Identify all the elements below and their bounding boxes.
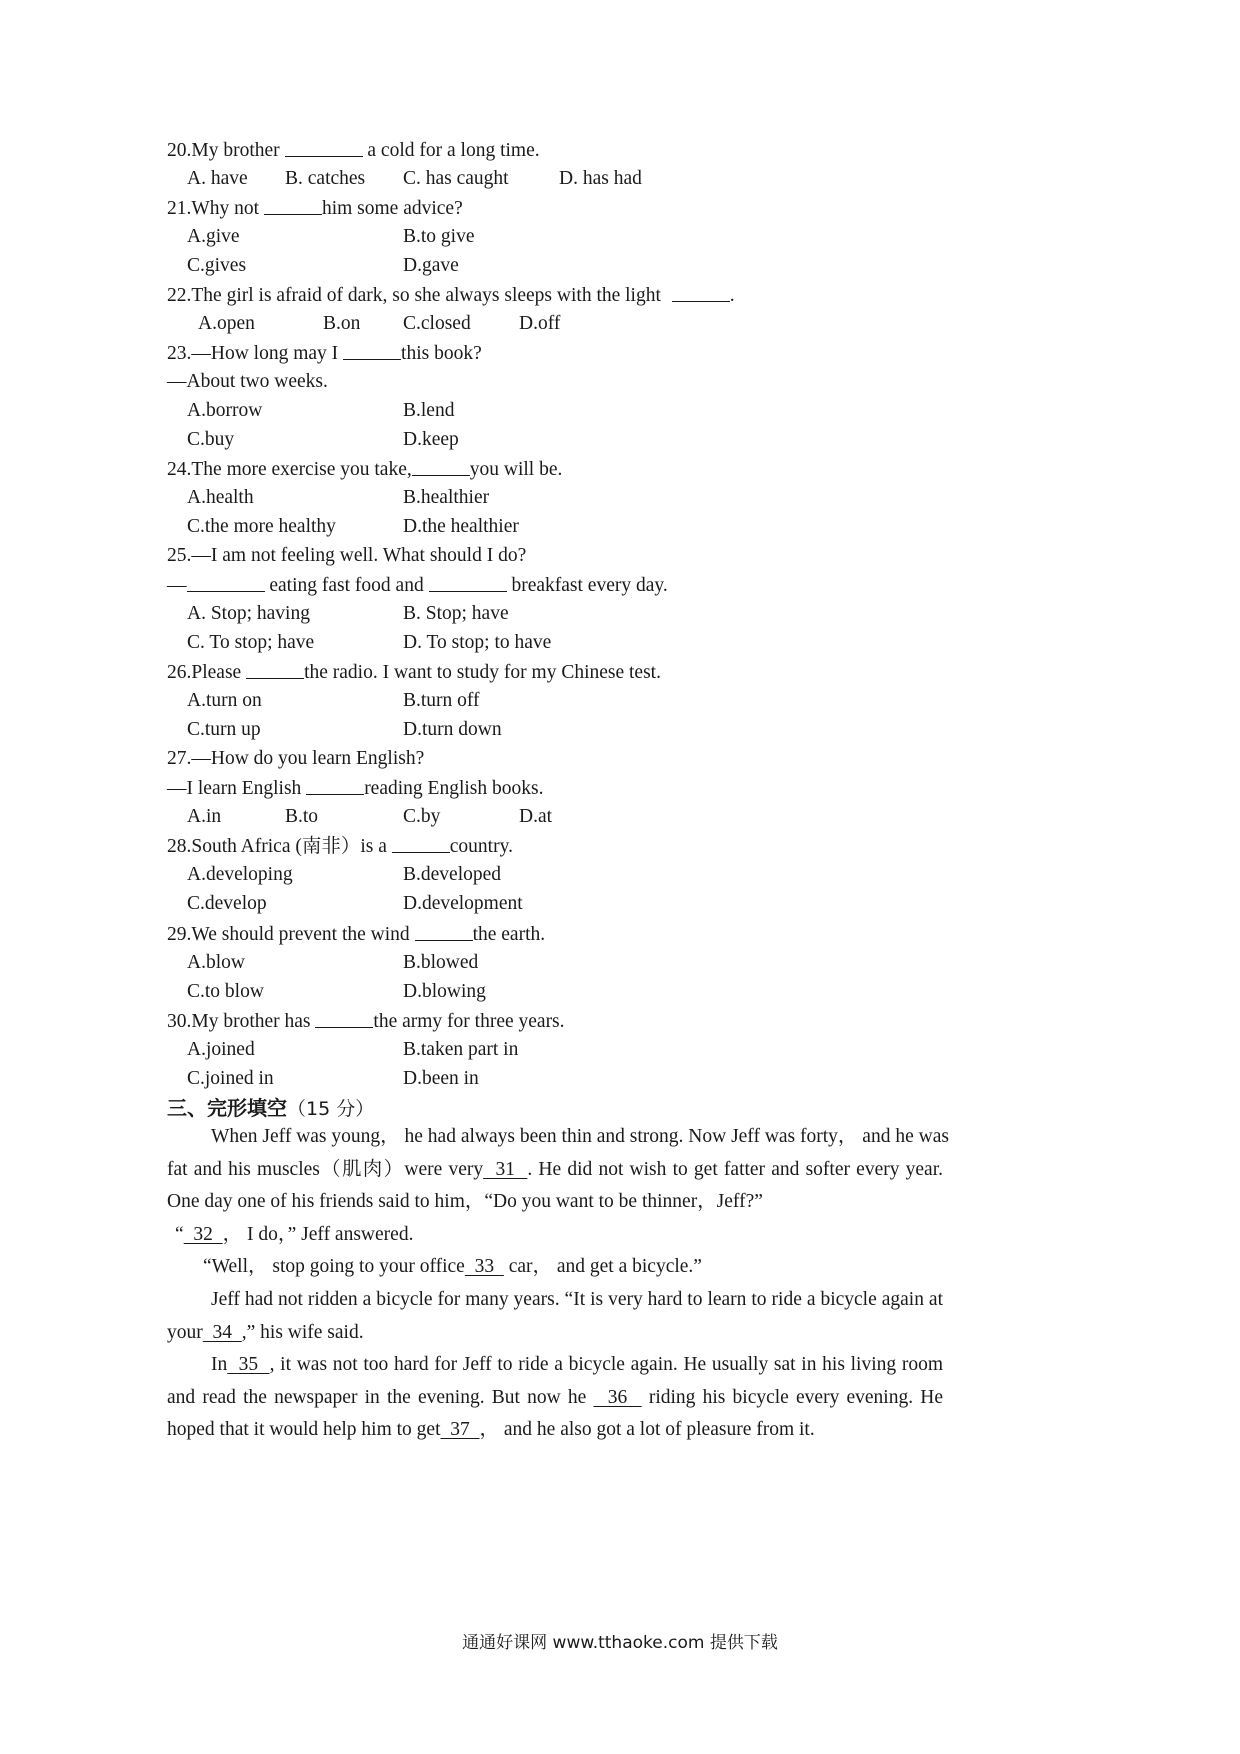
option-d: D. To stop; to have <box>403 632 552 653</box>
question-text: 24.The more exercise you take, <box>167 459 412 480</box>
answer-blank <box>187 571 265 592</box>
question-text: . <box>729 285 735 306</box>
question-text: 30.My brother has <box>167 1011 316 1032</box>
answer-blank <box>343 339 401 360</box>
option-c: C. has caught <box>403 168 509 189</box>
question-22 <box>167 281 1240 310</box>
answer-blank <box>392 832 450 853</box>
passage-line: fat and his muscles（肌肉）were very 31 . He did not wish to get fatter and softer every year. <box>167 1158 943 1180</box>
cloze-passage <box>167 1121 949 1447</box>
option-a: A.borrow <box>187 400 263 421</box>
question-text: the earth. <box>472 924 546 945</box>
option-d: D. has had <box>559 168 642 189</box>
question-text: 28.South Africa (南非）is a <box>167 836 392 857</box>
passage-line: In 35 , it was not too hard for Jeff to ride a bicycle again. He usually sat in his living room <box>211 1354 943 1376</box>
question-23 <box>167 339 1240 368</box>
answer-blank <box>306 774 364 795</box>
answer-blank <box>264 194 322 215</box>
question-text: country. <box>449 836 513 857</box>
cloze-blank-32: 32 <box>183 1223 223 1245</box>
option-d: D.blowing <box>403 981 486 1002</box>
question-text: the army for three years. <box>373 1011 565 1032</box>
option-a: A.health <box>187 487 254 508</box>
question-text: —About two weeks. <box>167 371 328 392</box>
question-24 <box>167 455 1240 484</box>
question-29 <box>167 920 1240 949</box>
dialogue-reply <box>167 368 1240 396</box>
cloze-blank-31: 31 <box>483 1158 528 1180</box>
question-text: 26.Please <box>167 662 247 683</box>
passage-line: hoped that it would help him to get 37 ， and he also got a lot of pleasure from it. <box>167 1419 815 1441</box>
option-a: A. have <box>187 168 248 189</box>
question-text: him some advice? <box>321 198 463 219</box>
answer-blank <box>672 281 730 302</box>
option-c: C.buy <box>187 429 235 450</box>
option-b: B.healthier <box>403 487 490 508</box>
option-c: C.joined in <box>187 1068 274 1089</box>
option-c: C. To stop; have <box>187 632 315 653</box>
dialogue-reply <box>167 774 1240 803</box>
option-a: A.joined <box>187 1039 255 1060</box>
question-21 <box>167 194 1240 223</box>
question-text: 29.We should prevent the wind <box>167 924 415 945</box>
option-d: D.turn down <box>403 719 502 740</box>
question-30 <box>167 1007 1240 1036</box>
option-d: D.gave <box>403 255 459 276</box>
question-text: 27.—How do you learn English? <box>167 748 425 769</box>
question-text: —I learn English <box>167 778 307 799</box>
option-a: A.in <box>187 806 222 827</box>
option-d: D.keep <box>403 429 459 450</box>
cloze-blank-33: 33 <box>464 1256 504 1278</box>
passage-line: your 34 ,” his wife said. <box>167 1321 364 1343</box>
option-d: D.at <box>519 806 553 827</box>
answer-blank <box>412 455 470 476</box>
option-c: C.the more healthy <box>187 516 336 537</box>
passage-line: and read the newspaper in the evening. But now he 36 riding his bicycle every evening. He <box>167 1386 944 1408</box>
option-c: C.to blow <box>187 981 264 1002</box>
passage-line: Jeff had not ridden a bicycle for many years. “It is very hard to learn to ride a bicycle again at <box>211 1288 943 1310</box>
option-a: A.give <box>187 226 240 247</box>
answer-blank <box>246 658 304 679</box>
option-d: D.the healthier <box>403 516 519 537</box>
question-text: the radio. I want to study for my Chinese test. <box>304 662 661 683</box>
option-c: C.closed <box>403 313 471 334</box>
option-b: B.lend <box>403 400 455 421</box>
question-26 <box>167 658 1240 687</box>
passage-line: “ 32 ， I do，” Jeff answered. <box>175 1223 414 1245</box>
option-b: B.taken part in <box>403 1039 519 1060</box>
cloze-blank-36: 36 <box>593 1386 642 1408</box>
passage-line: One day one of his friends said to him，“Do you want to be thinner，Jeff?” <box>167 1191 763 1213</box>
question-text: breakfast every day. <box>506 575 668 596</box>
cloze-blank-34: 34 <box>202 1321 242 1343</box>
option-b: B. catches <box>285 168 366 189</box>
question-text: 21.Why not <box>167 198 264 219</box>
option-b: B.to give <box>403 226 475 247</box>
option-a: A.developing <box>187 864 293 885</box>
question-text: a cold for a long time. <box>362 140 540 161</box>
dialogue-reply <box>167 571 1240 600</box>
question-text: you will be. <box>469 459 563 480</box>
question-20 <box>167 136 1240 165</box>
option-c: C.develop <box>187 893 267 914</box>
option-a: A. Stop; having <box>187 603 310 624</box>
option-c: C.gives <box>187 255 247 276</box>
cloze-blank-35: 35 <box>227 1354 270 1376</box>
option-a: A.blow <box>187 952 245 973</box>
question-text: 25.—I am not feeling well. What should I do? <box>167 545 527 566</box>
question-text: — <box>167 575 187 596</box>
option-a: A.turn on <box>187 690 262 711</box>
answer-blank <box>315 1007 373 1028</box>
option-d: D.off <box>519 313 561 334</box>
passage-line: When Jeff was young， he had always been thin and strong. Now Jeff was forty， and he was <box>211 1126 949 1147</box>
answer-blank <box>285 136 363 157</box>
option-b: B.blowed <box>403 952 479 973</box>
option-c: C.turn up <box>187 719 261 740</box>
option-d: D.been in <box>403 1068 479 1089</box>
option-b: B.to <box>285 806 319 827</box>
section-points: （15 分） <box>287 1098 375 1120</box>
option-b: B.turn off <box>403 690 480 711</box>
question-25 <box>167 542 1240 570</box>
question-text: this book? <box>401 343 482 364</box>
question-text: 22.The girl is afraid of dark, so she always sleeps with the light <box>167 285 666 306</box>
question-text: 23.—How long may I <box>167 343 344 364</box>
option-b: B. Stop; have <box>403 603 509 624</box>
question-text: 20.My brother <box>167 140 285 161</box>
question-text: eating fast food and <box>264 575 429 596</box>
option-d: D.development <box>403 893 523 914</box>
section-heading <box>167 1094 1240 1124</box>
section-title: 三、完形填空 <box>167 1096 287 1120</box>
cloze-blank-37: 37 <box>440 1419 480 1441</box>
question-27 <box>167 745 1240 773</box>
question-28 <box>167 832 1240 861</box>
option-b: B.on <box>323 313 361 334</box>
answer-blank <box>415 920 473 941</box>
answer-blank <box>429 571 507 592</box>
passage-line: “Well， stop going to your office 33 car， and get a bicycle.” <box>203 1256 702 1278</box>
option-b: B.developed <box>403 864 502 885</box>
option-a: A.open <box>198 313 255 334</box>
option-c: C.by <box>403 806 441 827</box>
page-footer: 通通好课网 www.tthaoke.com 提供下载 <box>462 1633 778 1653</box>
question-text: reading English books. <box>364 778 544 799</box>
